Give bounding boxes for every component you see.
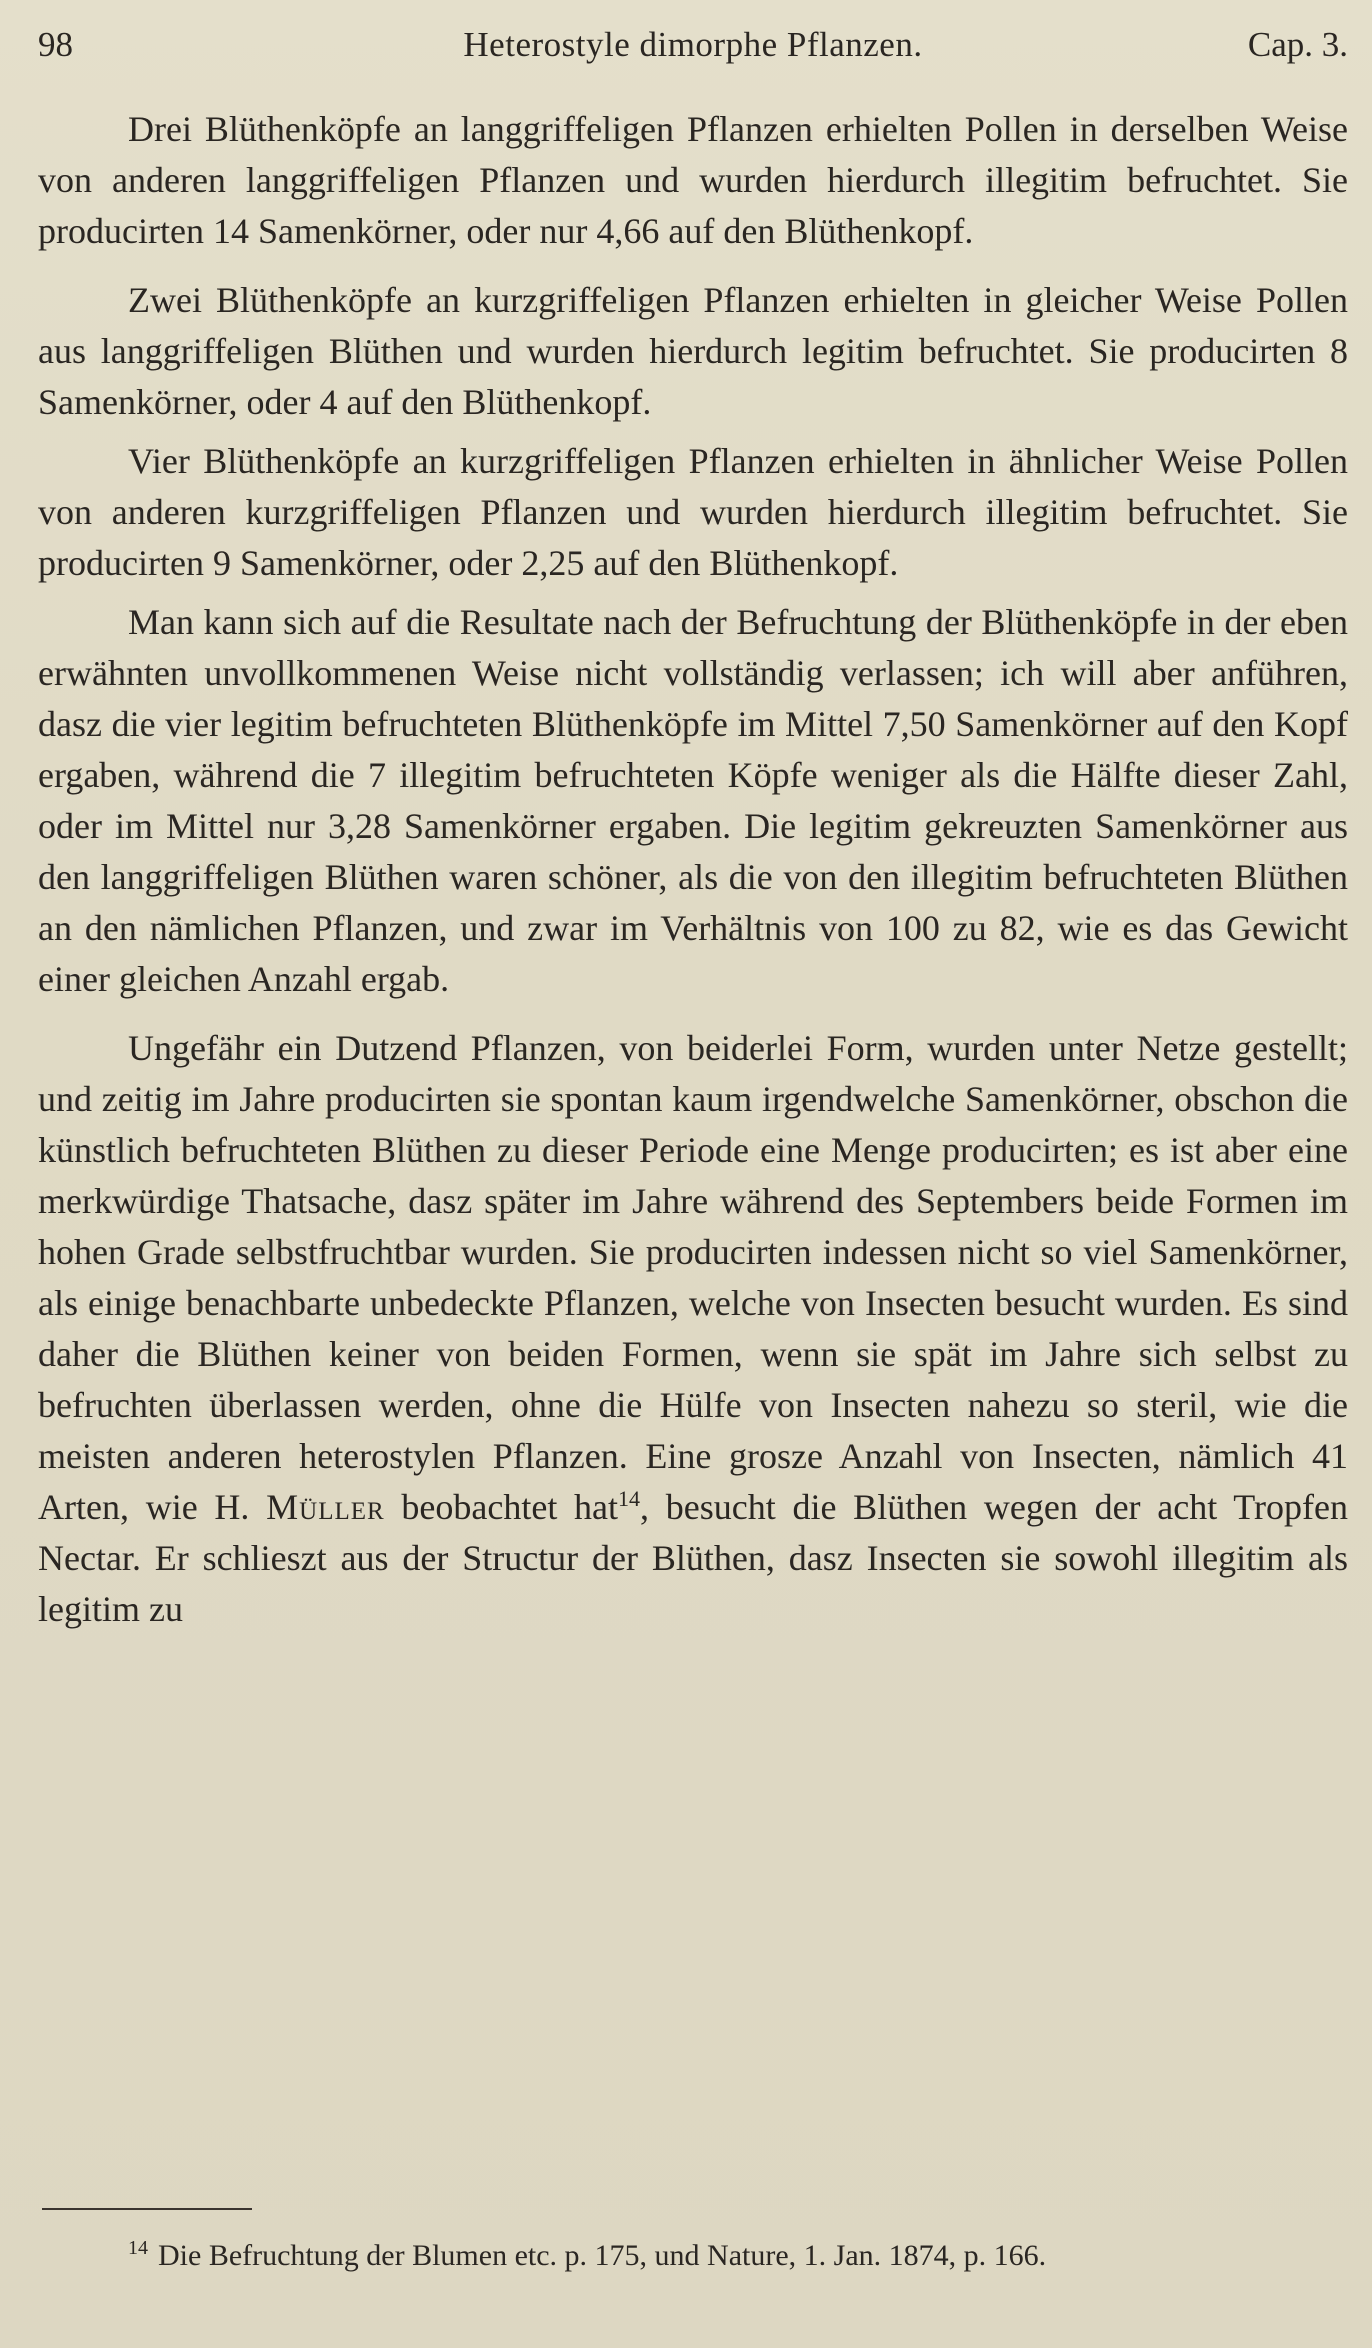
paragraph-3: Vier Blüthenköpfe an kurzgriffeligen Pflanzen erhielten in ähnlicher Weise Pollen von anderen kurzgriffeligen Pflanzen und wurden hierdurch illegitim befruchtet. Sie producirten 9 Samenkörner, oder 2,25 auf den Blüthenkopf. [38, 441, 1348, 583]
chapter-label: Cap. 3. [1247, 25, 1348, 64]
running-header [38, 22, 1348, 68]
footnote-reference[interactable]: 14 [618, 1486, 641, 1511]
paragraph-4: Man kann sich auf die Resultate nach der Befruchtung der Blüthenköpfe in der eben erwähnten unvollkommenen Weise nicht vollständig verlassen; ich will aber anführen, dasz die vier legitim befruchteten Blüthenköpfe im Mittel 7,50 Samenkörner auf den Kopf ergaben, während die 7 illegitim befruchteten Köpfe weniger als die Hälfte dieser Zahl, oder im Mittel nur 3,28 Samenkörner ergaben. Die legitim gekreuzten Samenkörner aus den langgriffeligen Blüthen waren schöner, als die von den illegitim befruchteten Blüthen an den nämlichen Pflanzen, und zwar im Verhältnis von 100 zu 82, wie es das Gewicht einer gleichen Anzahl ergab. [38, 602, 1348, 999]
body-text [38, 104, 1348, 1653]
paragraph-5-text-a: Ungefähr ein Dutzend Pflanzen, von beiderlei Form, wurden unter Netze gestellt; und zeitig im Jahre producirten sie spontan kaum irgendwelche Samenkörner, obschon die künstlich befruchteten Blüthen zu dieser Periode eine Menge producirten; es ist aber eine merkwürdige Thatsache, dasz später im Jahre während des Septembers beide Formen im hohen Grade selbstfruchtbar wurden. Sie producirten indessen nicht so viel Samenkörner, als einige benachbarte unbedeckte Pflanzen, welche von Insecten besucht wurden. Es sind daher die Blüthen keiner von beiden Formen, wenn sie spät im Jahre sich selbst zu befruchten überlassen werden, ohne die Hülfe von Insecten nahezu so steril, wie die meisten anderen heterostylen Pflanzen. Eine grosze Anzahl von Insecten, nämlich 41 Arten, wie H. [38, 1028, 1348, 1527]
paragraph-5 [38, 1023, 1348, 1635]
footnote-number: 14 [128, 2237, 148, 2259]
footnote-divider [42, 2208, 252, 2210]
page-number: 98 [38, 25, 73, 64]
paragraph-1: Drei Blüthenköpfe an langgriffeligen Pflanzen erhielten Pollen in derselben Weise von anderen langgriffeligen Pflanzen und wurden hierdurch illegitim befruchtet. Sie producirten 14 Samenkörner, oder nur 4,66 auf den Blüthenkopf. [38, 109, 1348, 251]
paragraph-2: Zwei Blüthenköpfe an kurzgriffeligen Pflanzen erhielten in gleicher Weise Pollen aus langgriffeligen Blüthen und wurden hierdurch legitim befruchtet. Sie producirten 8 Samenkörner, oder 4 auf den Blüthenkopf. [38, 280, 1348, 422]
paragraph-5-text-c: , besucht die Blüthen wegen der acht Tropfen Nectar. Er schlieszt aus der Structur der Blüthen, dasz Insecten sie sowohl illegitim als legitim zu [38, 1487, 1348, 1629]
footnote [38, 2236, 1348, 2276]
paragraph-5-text-b: beobachtet hat [384, 1487, 619, 1527]
author-name: Müller [266, 1487, 385, 1527]
footnote-text: Die Befruchtung der Blumen etc. p. 175, und Nature, 1. Jan. 1874, p. 166. [158, 2239, 1047, 2272]
running-title: Heterostyle dimorphe Pflanzen. [463, 25, 923, 64]
